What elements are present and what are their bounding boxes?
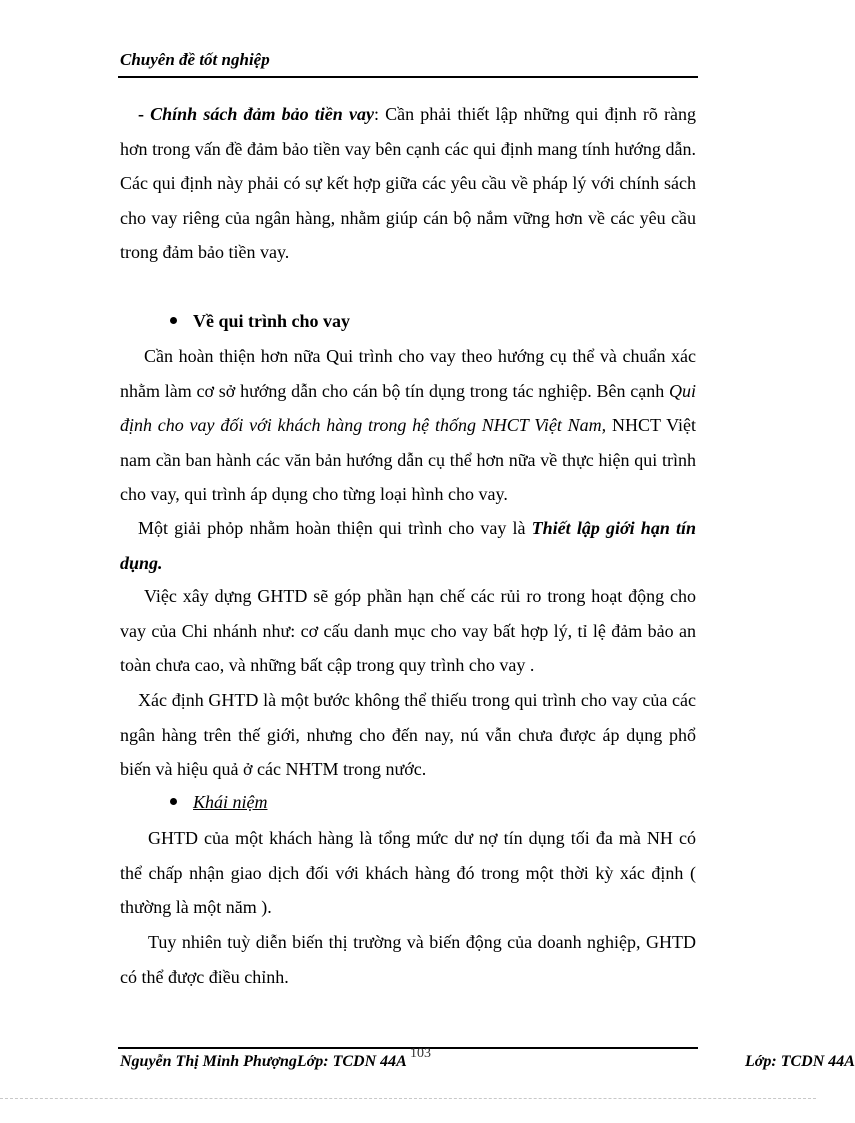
bullet-loan-process [170, 306, 350, 336]
bullet-concept-label: Khái niệm [193, 792, 268, 812]
p2-before: Cần hoàn thiện hơn nữa Qui trình cho vay theo hướng cụ thể và chuẩn xác nhằm làm cơ sở hướng dẫn cho cán bộ tín dụng trong tác nghiệp. Bên cạnh [120, 346, 696, 401]
paragraph-loan-security-policy [120, 97, 696, 270]
p3-credit-limit-term: Thiết lập giới hạn tín dụng. [120, 518, 696, 573]
p2-regulation-title: Qui định cho vay đối với khách hàng trong hệ thống NHCT Việt Nam, [120, 380, 696, 435]
footer-class: Lớp: TCDN 44A [745, 1053, 855, 1070]
bullet-loan-process-label: Về qui trình cho vay [193, 311, 351, 331]
paragraph-ghtd-benefits: Việc xây dựng GHTD sẽ góp phần hạn chế các rủi ro trong hoạt động cho vay của Chi nhánh như: cơ cấu danh mục cho vay bất hợp lý, tỉ lệ đảm bảo an toàn chưa cao, và những bất cập trong quy trình cho vay . [120, 586, 696, 675]
policy-text: : Cần phải thiết lập những qui định rõ ràng hơn trong vấn đề đảm bảo tiền vay bên cạnh các qui định mang tính hướng dẫn. Các qui định này phải có sự kết hợp giữa các yêu cầu về pháp lý với chính sách cho vay riêng của ngân hàng, nhằm giúp cán bộ nắm vững hơn về các yêu cầu trong đảm bảo tiền vay. [120, 104, 696, 262]
footer-divider [118, 1047, 698, 1049]
policy-term: Chính sách đảm bảo tiền vay [150, 104, 374, 124]
bullet-icon [170, 317, 177, 324]
dash-marker: - [138, 104, 151, 124]
page-number: 103 [410, 1046, 431, 1061]
paragraph-credit-limit-solution [120, 511, 696, 580]
paragraph-improve-process [120, 339, 696, 512]
p2-after: NHCT Việt nam cần ban hành các văn bản hướng dẫn cụ thể hơn nữa về thực hiện qui trình cho vay, qui trình áp dụng cho từng loại hình cho vay. [120, 415, 696, 504]
paragraph-ghtd-definition: GHTD của một khách hàng là tổng mức dư nợ tín dụng tối đa mà NH có thể chấp nhận giao dịch đối với khách hàng đó trong một thời kỳ xác định ( thường là một năm ). [120, 828, 696, 917]
header-divider [118, 76, 698, 78]
bullet-concept [170, 787, 268, 817]
page-edge [0, 1098, 816, 1099]
bullet-icon [170, 798, 177, 805]
p3-before: Một giải phỏp nhằm hoàn thiện qui trình cho vay là [138, 518, 532, 538]
paragraph-ghtd-adjustment: Tuy nhiên tuỳ diễn biến thị trường và biến động của doanh nghiệp, GHTD có thể được điều chỉnh. [120, 932, 696, 987]
page-header-title: Chuyên đề tốt nghiệp [120, 50, 270, 69]
footer-author-class: Nguyễn Thị Minh PhượngLớp: TCDN 44A [120, 1053, 407, 1070]
paragraph-ghtd-importance: Xác định GHTD là một bước không thể thiếu trong qui trình cho vay của các ngân hàng trên thế giới, nhưng cho đến nay, nú vẫn chưa được áp dụng phổ biến và hiệu quả ở các NHTM trong nước. [120, 690, 696, 779]
